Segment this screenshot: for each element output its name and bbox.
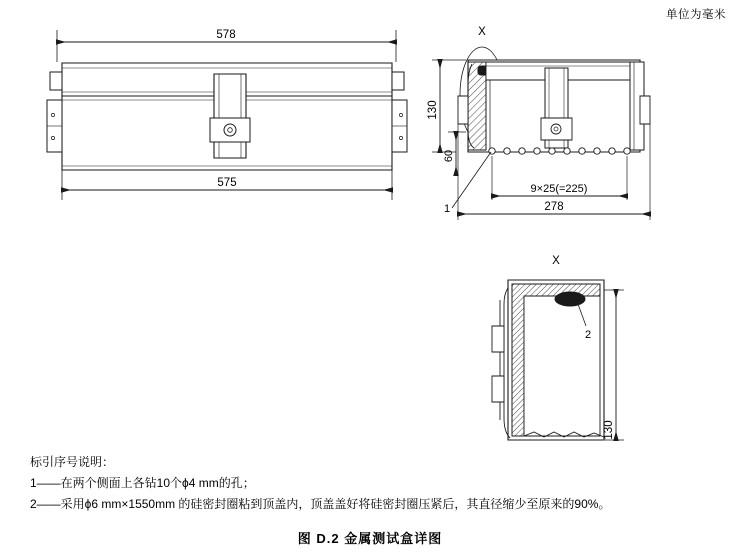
side-hole-spacing-dimension (492, 156, 627, 200)
side-hole-spacing-dimension-label: 9×25(=225) (530, 183, 588, 195)
legend-title: 标引序号说明： (30, 455, 115, 469)
detail-cavity (524, 296, 600, 436)
side-section-label-x: X (478, 26, 486, 38)
detail-height-dimension (603, 290, 624, 440)
legend-item-1: 1——在两个侧面上各钻10个ϕ4 mm的孔； (30, 476, 255, 490)
front-view-group (47, 29, 407, 200)
figure-caption: 图 D.2 金属测试盒详图 (297, 531, 443, 546)
front-right-cap (392, 72, 404, 90)
detail-callout-2-label: 2 (584, 329, 592, 341)
detail-seal-bead (555, 292, 585, 306)
detail-left-flange-upper (492, 326, 504, 352)
side-height-dimension-label: 130 (427, 100, 439, 120)
side-callout-1-label: 1 (443, 203, 451, 215)
detail-height-dimension-label: 130 (603, 420, 615, 440)
side-view-group (427, 26, 650, 220)
front-top-dimension-label: 578 (216, 29, 236, 41)
detail-left-flange-lower (492, 376, 504, 402)
side-width-dimension-label: 278 (544, 201, 564, 213)
side-right-flange (640, 96, 650, 124)
legend-block (30, 452, 720, 515)
front-left-cap (50, 72, 62, 90)
detail-view-group (492, 255, 624, 440)
side-small-height-dimension-label: 60 (443, 149, 455, 163)
front-bottom-dimension-label: 575 (217, 177, 237, 189)
detail-section-label-x: X (552, 255, 560, 267)
side-small-height-dimension (443, 132, 466, 175)
front-bottom-dimension (62, 170, 392, 200)
front-top-dimension (57, 29, 396, 62)
side-left-flange (458, 96, 468, 124)
legend-item-2: 2——采用ϕ6 mm×1550mm 的硅密封圈粘到顶盖内，顶盖盖好将硅密封圈压紧后，其直径缩少至原来的90%。 (30, 497, 611, 511)
unit-note: 单位为毫米 (666, 9, 726, 21)
